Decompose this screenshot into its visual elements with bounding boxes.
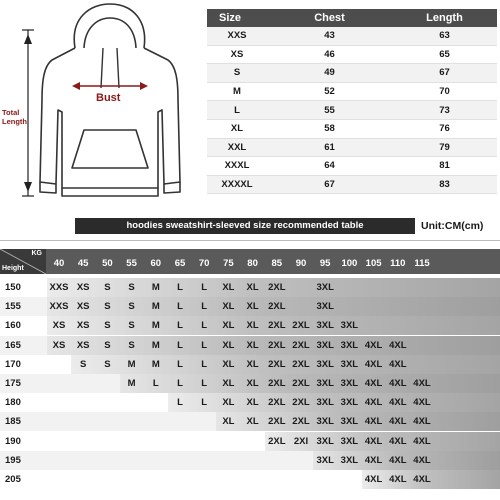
size-recommendation-cell: XS (76, 301, 90, 313)
size-recommendation-cell: S (128, 339, 135, 351)
size-recommendation-cell: XL (246, 282, 259, 293)
size-recommendation-cell: 3XL (340, 416, 359, 428)
height-label: 165 (5, 339, 21, 351)
length-cell: 81 (439, 160, 450, 172)
size-recommendation-cell: XL (222, 320, 235, 332)
size-recommendation-cell: M (127, 358, 136, 370)
size-recommendation-cell: 4XL (389, 416, 407, 428)
size-recommendation-cell: XL (222, 416, 235, 428)
size-recommendation-cell: 2XL (292, 320, 310, 332)
height-label: 155 (5, 301, 21, 313)
size-recommendation-cell: L (201, 358, 208, 370)
size-row (207, 64, 497, 83)
size-cell: XXXXL (221, 179, 253, 191)
size-recommendation-cell: XL (246, 301, 259, 313)
size-row (207, 83, 497, 102)
size-row (207, 46, 497, 65)
weight-header: 110 (390, 258, 406, 269)
size-recommendation-cell: S (104, 339, 111, 351)
size-chart-header (207, 9, 497, 27)
size-recommendation-cell: 3XL (316, 397, 334, 409)
size-recommendation-cell: XXS (49, 301, 69, 313)
size-recommendation-cell: XL (222, 397, 235, 409)
size-recommendation-cell: 2XL (268, 416, 286, 428)
size-recommendation-cell: 4XL (389, 378, 407, 389)
height-label: 205 (5, 474, 21, 485)
size-recommendation-cell: 4XL (364, 416, 383, 428)
size-recommendation-cell: XL (246, 339, 259, 351)
section-divider (0, 240, 500, 241)
height-label: 185 (5, 416, 21, 428)
weight-header: 75 (223, 258, 234, 269)
chest-cell: 52 (324, 86, 335, 98)
corner-kg-label: KG (31, 250, 42, 257)
size-cell: L (234, 104, 240, 116)
size-recommendation-cell: 2XL (292, 378, 310, 389)
grid-row (0, 316, 500, 335)
grid-row (0, 393, 500, 412)
size-cell: XS (230, 48, 244, 60)
size-row (207, 157, 497, 176)
size-recommendation-cell: L (201, 301, 208, 313)
size-recommendation-cell: 4XL (389, 339, 407, 351)
weight-header: 85 (271, 258, 283, 269)
size-recommendation-cell: 2XL (292, 416, 310, 428)
size-recommendation-cell: S (104, 358, 111, 370)
size-recommendation-cell: M (151, 301, 160, 313)
size-recommendation-cell: L (177, 320, 183, 332)
size-recommendation-cell: 4XL (413, 474, 431, 485)
chest-cell: 43 (324, 30, 335, 42)
size-recommendation-cell: 4XL (364, 397, 383, 409)
hoodie-illustration (0, 0, 200, 205)
size-recommendation-cell: L (177, 282, 183, 293)
size-row (207, 101, 497, 120)
size-recommendation-cell: M (151, 339, 160, 351)
height-label: 170 (5, 358, 21, 370)
grid-row (0, 278, 500, 297)
size-recommendation-cell: 2XL (292, 358, 310, 370)
size-recommendation-cell: XL (246, 358, 259, 370)
size-recommendation-cell: L (177, 358, 183, 370)
weight-header: 40 (53, 258, 65, 269)
size-recommendation-cell: XS (52, 320, 66, 332)
size-recommendation-cell: XS (76, 320, 90, 332)
height-label: 195 (5, 454, 21, 466)
size-cell: XXS (227, 30, 247, 42)
size-recommendation-cell: L (201, 282, 208, 293)
weight-header: 70 (198, 258, 210, 269)
size-recommendation-cell: 2XL (292, 339, 310, 351)
header-size: Size (219, 12, 242, 24)
size-recommendation-cell: 4XL (364, 474, 383, 485)
size-recommendation-cell: 3XL (316, 416, 334, 428)
size-recommendation-cell: XS (76, 339, 90, 351)
size-recommendation-cell: 2XL (268, 397, 286, 409)
size-recommendation-cell: 3XL (340, 378, 359, 389)
size-recommendation-cell: XS (76, 282, 90, 293)
size-recommendation-cell: XXS (49, 282, 69, 293)
size-cell: XL (230, 123, 244, 135)
size-recommendation-cell: L (201, 339, 208, 351)
grid-row (0, 297, 500, 316)
weight-header: 55 (126, 258, 137, 269)
weight-header: 60 (150, 258, 162, 269)
size-recommendation-cell: 4XL (413, 378, 431, 389)
height-label: 180 (5, 397, 21, 409)
length-cell: 73 (439, 104, 450, 116)
size-recommendation-cell: 3XL (316, 301, 334, 313)
grid-row (0, 470, 500, 489)
size-recommendation-cell: L (152, 378, 159, 389)
height-label: 175 (5, 378, 21, 389)
length-cell: 83 (439, 179, 450, 191)
size-recommendation-cell: 3XL (340, 320, 359, 332)
size-recommendation-cell: 3XL (340, 358, 359, 370)
size-recommendation-cell: 3XL (340, 339, 359, 351)
weight-header: 50 (102, 258, 113, 269)
corner-height-label: Height (2, 265, 24, 272)
total-length-label-line2: Length (2, 117, 27, 126)
size-recommendation-cell: 3XL (316, 378, 334, 389)
size-recommendation-cell: 4XL (364, 339, 383, 351)
grid-row (0, 374, 500, 393)
grid-row (0, 451, 500, 470)
size-recommendation-cell: L (177, 378, 183, 389)
unit-label: Unit:CM(cm) (421, 220, 484, 232)
size-recommendation-cell: 3XL (340, 397, 359, 409)
weight-header: 80 (247, 258, 258, 269)
size-recommendation-cell: 3XL (316, 435, 334, 447)
chest-cell: 49 (324, 67, 335, 79)
size-recommendation-cell: XL (246, 397, 259, 409)
size-recommendation-cell: 2XL (268, 358, 286, 370)
size-recommendation-cell: 2XL (268, 339, 286, 351)
weight-header: 90 (295, 258, 307, 269)
size-row (207, 139, 497, 158)
weight-header: 100 (341, 258, 358, 269)
length-cell: 65 (439, 48, 450, 60)
size-recommendation-cell: 4XL (413, 435, 431, 447)
size-recommendation-cell: 4XL (413, 397, 431, 409)
size-recommendation-cell: XL (222, 358, 235, 370)
grid-row (0, 412, 500, 431)
length-cell: 76 (439, 123, 450, 135)
size-recommendation-cell: 4XL (389, 454, 407, 466)
size-recommendation-cell: S (104, 301, 111, 313)
chest-cell: 58 (324, 123, 335, 135)
size-recommendation-cell: 3XL (340, 454, 359, 466)
size-cell: S (233, 67, 241, 79)
length-cell: 63 (439, 30, 450, 42)
size-recommendation-cell: 2XL (268, 301, 286, 313)
size-recommendation-cell: 2XL (292, 397, 310, 409)
grid-row (0, 336, 500, 355)
total-length-label-line1: Total (2, 108, 20, 117)
size-recommendation-cell: 4XL (364, 435, 383, 447)
weight-header: 95 (319, 258, 331, 269)
size-recommendation-cell: 4XL (389, 474, 407, 485)
size-recommendation-cell: S (128, 282, 135, 293)
size-recommendation-cell: XL (222, 378, 235, 389)
size-recommendation-cell: XL (246, 416, 259, 428)
size-recommendation-cell: L (201, 378, 208, 389)
size-cell: XXXL (224, 160, 250, 172)
weight-header: 105 (365, 258, 382, 269)
size-recommendation-cell: 3XL (316, 358, 334, 370)
chest-cell: 64 (324, 160, 335, 172)
size-row (207, 176, 497, 195)
size-recommendation-cell: 4XL (389, 358, 407, 370)
size-recommendation-cell: S (104, 320, 111, 332)
bust-label: Bust (96, 92, 121, 104)
size-recommendation-cell: S (128, 301, 135, 313)
size-recommendation-cell: 4XL (389, 397, 407, 409)
chest-cell: 46 (324, 48, 335, 60)
chest-cell: 61 (324, 141, 335, 153)
total-length-label (2, 108, 27, 126)
size-cell: M (233, 86, 241, 98)
height-label: 160 (5, 320, 21, 332)
length-cell: 70 (439, 86, 450, 98)
length-cell: 79 (439, 141, 450, 153)
weight-header: 65 (174, 258, 186, 269)
size-row (207, 27, 497, 46)
size-recommendation-cell: M (127, 378, 136, 389)
size-recommendation-cell: XL (222, 339, 235, 351)
size-recommendation-cell: 2XL (268, 282, 286, 293)
size-recommendation-cell: 2XL (268, 320, 286, 332)
size-recommendation-cell: S (128, 320, 135, 332)
size-recommendation-cell: 3XL (316, 282, 334, 293)
size-recommendation-cell: L (177, 301, 183, 313)
grid-row (0, 432, 500, 451)
size-recommendation-cell: 4XL (364, 358, 383, 370)
size-recommendation-cell: XL (246, 320, 259, 332)
chest-cell: 55 (324, 104, 335, 116)
header-chest: Chest (314, 12, 345, 24)
size-recommendation-cell: M (151, 320, 160, 332)
size-recommendation-cell: 4XL (413, 454, 431, 466)
size-recommendation-cell: 3XL (316, 454, 334, 466)
size-recommendation-cell: S (80, 358, 87, 370)
size-recommendation-cell: 3XL (340, 435, 359, 447)
size-recommendation-cell: 2XI (293, 435, 309, 447)
table-caption: hoodies sweatshirt-sleeved size recommended table (75, 218, 415, 234)
size-recommendation-cell: L (177, 339, 183, 351)
size-recommendation-cell: XL (246, 378, 259, 389)
size-recommendation-cell: XS (52, 339, 66, 351)
weight-header: 45 (77, 258, 89, 269)
grid-corner (0, 249, 46, 274)
size-chart-table (207, 9, 497, 194)
height-label: 190 (5, 435, 21, 447)
size-recommendation-cell: S (104, 282, 111, 293)
size-recommendation-cell: 4XL (364, 454, 383, 466)
size-recommendation-cell: 3XL (316, 339, 334, 351)
size-recommendation-cell: 2XL (268, 435, 286, 447)
size-recommendation-cell: XL (222, 301, 235, 313)
length-cell: 67 (439, 67, 450, 79)
grid-row (0, 355, 500, 374)
size-recommendation-cell: M (151, 282, 160, 293)
size-recommendation-cell: 2XL (268, 378, 286, 389)
header-length: Length (426, 12, 463, 24)
height-label: 150 (5, 282, 21, 293)
size-recommendation-cell: L (201, 320, 208, 332)
size-recommendation-grid (0, 249, 500, 500)
chest-cell: 67 (324, 179, 335, 191)
size-cell: XXL (227, 141, 247, 153)
size-recommendation-cell: XL (222, 282, 235, 293)
size-recommendation-cell: 3XL (316, 320, 334, 332)
weight-header: 115 (414, 258, 430, 269)
size-recommendation-cell: L (201, 397, 208, 409)
size-recommendation-cell: L (177, 397, 183, 409)
size-chart-body (207, 27, 497, 194)
size-recommendation-cell: 4XL (389, 435, 407, 447)
size-row (207, 120, 497, 139)
size-recommendation-cell: 4XL (364, 378, 383, 389)
size-recommendation-cell: 4XL (413, 416, 431, 428)
size-recommendation-cell: M (151, 358, 160, 370)
